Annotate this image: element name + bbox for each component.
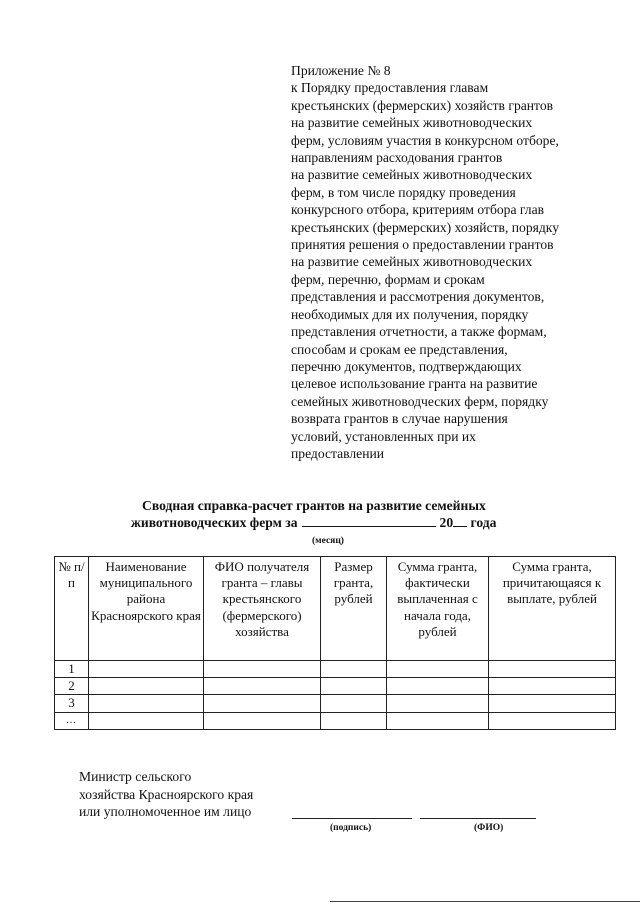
table-cell[interactable] [89,712,204,729]
col-header-number: № п/п [55,557,89,661]
appendix-line: ферм, в том числе порядку проведения [291,184,516,200]
table-cell[interactable] [89,695,204,712]
month-blank-field[interactable] [302,514,436,527]
table-cell[interactable] [204,712,321,729]
grants-table [54,556,616,730]
appendix-line: конкурсного отбора, критериям отбора глав [291,202,545,218]
col-header-district: Наименование муниципального района Красноярского края [89,557,204,661]
month-hint: (месяц) [312,536,344,546]
row-number: 2 [55,678,89,695]
appendix-line: условий, установленных при их [291,428,476,444]
table-cell[interactable] [387,678,489,695]
year-prefix: 20 [439,515,454,530]
appendix-line: необходимых для их получения, порядку [291,306,529,322]
appendix-line: на развитие семейных животноводческих [291,254,533,270]
table-cell[interactable] [204,678,321,695]
title-line-2 [131,514,496,532]
appendix-line: Приложение № 8 [291,63,391,78]
appendix-line: предоставлении [291,445,385,461]
appendix-line: ферм, перечню, формам и срокам [291,271,485,287]
signature-label: (подпись) [330,823,372,833]
title-line-1: Сводная справка-расчет грантов на развитие семейных [142,498,486,513]
appendix-line: крестьянских (фермерских) хозяйств грантов [291,97,554,113]
appendix-line: направлениям расходования грантов [291,150,503,166]
name-field[interactable] [420,818,536,819]
table-cell[interactable] [204,695,321,712]
appendix-line: семейных животноводческих ферм, порядку [291,393,549,409]
appendix-line: целевое использование гранта на развитие [291,376,538,392]
title-suffix: года [470,515,497,530]
table-cell[interactable] [489,678,616,695]
table-cell[interactable] [489,661,616,678]
table-cell[interactable] [204,661,321,678]
name-label: (ФИО) [474,823,504,833]
appendix-line: на развитие семейных животноводческих [291,167,533,183]
appendix-line: крестьянских (фермерских) хозяйств, порядку [291,219,560,235]
signature-block [79,768,253,821]
appendix-header [291,62,611,462]
table-row [55,695,616,712]
col-header-grant-size: Размер гранта, рублей [321,557,387,661]
table-cell[interactable] [321,678,387,695]
appendix-line: представления отчетности, а также формам, [291,324,547,340]
col-header-paid-sum: Сумма гранта, фактически выплаченная с начала года, рублей [387,557,489,661]
page-edge-line [330,901,640,902]
signer-title-line: Министр сельского [79,769,192,784]
appendix-line: представления и рассмотрения документов, [291,289,545,305]
signer-title-line: хозяйства Красноярского края [79,786,254,802]
col-header-due-sum: Сумма гранта, причитающаяся к выплате, рублей [489,557,616,661]
table-row [55,712,616,729]
appendix-line: к Порядку предоставления главам [291,80,489,96]
table-cell[interactable] [489,695,616,712]
col-header-recipient: ФИО получателя гранта – главы крестьянского (фермерского) хозяйства [204,557,321,661]
table-cell[interactable] [89,661,204,678]
table-header-row [55,557,616,661]
appendix-line: принятия решения о предоставлении грантов [291,237,554,253]
table-cell[interactable] [321,661,387,678]
appendix-line: способам и срокам ее представления, [291,341,508,357]
table-cell[interactable] [387,695,489,712]
table-cell[interactable] [489,712,616,729]
table-row [55,661,616,678]
table-cell[interactable] [321,712,387,729]
appendix-line: возврата грантов в случае нарушения [291,411,508,427]
table-row [55,678,616,695]
signature-field[interactable] [292,818,412,819]
appendix-line: ферм, условиям участия в конкурсном отборе, [291,132,559,148]
signer-title-line: или уполномоченное им лицо [79,804,252,820]
appendix-line: на развитие семейных животноводческих [291,115,533,131]
table-cell[interactable] [387,712,489,729]
row-number: … [55,712,89,729]
row-number: 1 [55,661,89,678]
appendix-line: перечню документов, подтверждающих [291,358,522,374]
year-blank-field[interactable] [453,514,467,527]
table-cell[interactable] [89,678,204,695]
table-cell[interactable] [321,695,387,712]
title-prefix: животноводческих ферм за [131,515,298,530]
row-number: 3 [55,695,89,712]
table-cell[interactable] [387,661,489,678]
